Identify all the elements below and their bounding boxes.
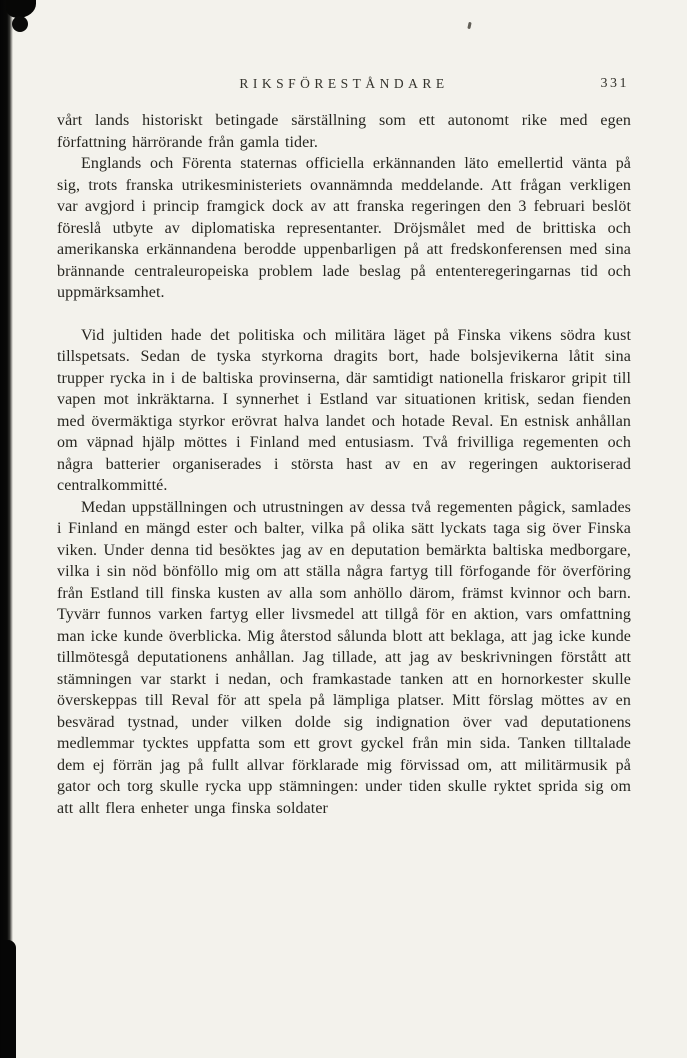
paragraph: Medan uppställningen och utrustningen av dessa två regementen pågick, samlades i Finland en mängd ester och balter, vilka på olika sätt lyckats taga sig över Finska viken. Under denna tid besöktes jag av en deputation bemärkta baltiska medborgare, vilka i sin nöd bönföllo mig om att ställa några fartyg till förfogande för överföring från Estland till finska kusten av alla som anhöllo därom, främst kvinnor och barn. Tyvärr funnos varken fartyg eller livsmedel att tillgå för en aktion, vars omfattning man icke kunde överblicka. Mig återstod sålunda blott att beklaga, att jag icke kunde tillmötesgå deputationens anhållan. Jag tillade, att jag av beskrivningen förstått att stämningen var starkt i nedan, och framkastade tanken att en hornorkester skulle överskeppas till Reval för att spela på lämpliga platser. Mitt förslag möttes av en besvärad tystnad, under vilken dolde sig indignation över vad deputationens medlemmar tycktes uppfatta som ett grovt gyckel från min sida. Tanken tilltalade dem ej förrän jag på fullt allvar förklarade mig förvissad om, att militärmusik på gator och torg skulle rycka upp stämningen: under tiden skulle ryktet sprida sig om att allt flera enheter unga finska soldater: [57, 498, 631, 817]
binding-shadow: [0, 0, 13, 1058]
body-text: [57, 110, 631, 819]
paragraph: Vid jultiden hade det politiska och militära läget på Finska vikens södra kust tillspetsats. Sedan de tyska styrkorna dragits bort, hade bolsjevikerna låtit sina trupper rycka in i de baltiska provinserna, där samtidigt nationella friskaror gripit till vapen mot inkräktarna. I synnerhet i Estland var situationen kritisk, sedan fienden med övermäktiga styrkor erövrat halva landet och hotade Reval. En estnisk anhållan om väpnad hjälp möttes i Finland med entusiasm. Två frivilliga regementen och några batterier organiserades i största hast av en av regeringen auktoriserad centralkommitté.: [57, 326, 631, 494]
scan-artifact: [12, 16, 28, 32]
scan-speck: [467, 22, 471, 29]
running-title: RIKSFÖRESTÅNDARE: [239, 76, 449, 91]
paragraph: vårt lands historiskt betingade särställning som ett autonomt rike med egen författning härrörande från gamla tider.: [57, 112, 631, 151]
paragraph: Englands och Förenta staternas officiella erkännanden läto emellertid vänta på sig, trots franska utrikesministeriets ovannämnda meddelande. Att frågan verkligen var avgjord i princip framgick dock av att franska regeringen den 3 februari beslöt föreslå utbyte av diplomatiska representanter. Dröjsmålet med de brittiska och amerikanska erkännandena berodde uppenbarligen på att fredskonferensen med sina brännande centraleuropeiska problem lade beslag på ententeregeringarnas tid och uppmärksamhet.: [57, 155, 631, 301]
running-header: [57, 76, 631, 96]
page-content: [57, 76, 631, 819]
scan-artifact: [2, 940, 16, 1058]
page-number: 331: [600, 76, 629, 91]
